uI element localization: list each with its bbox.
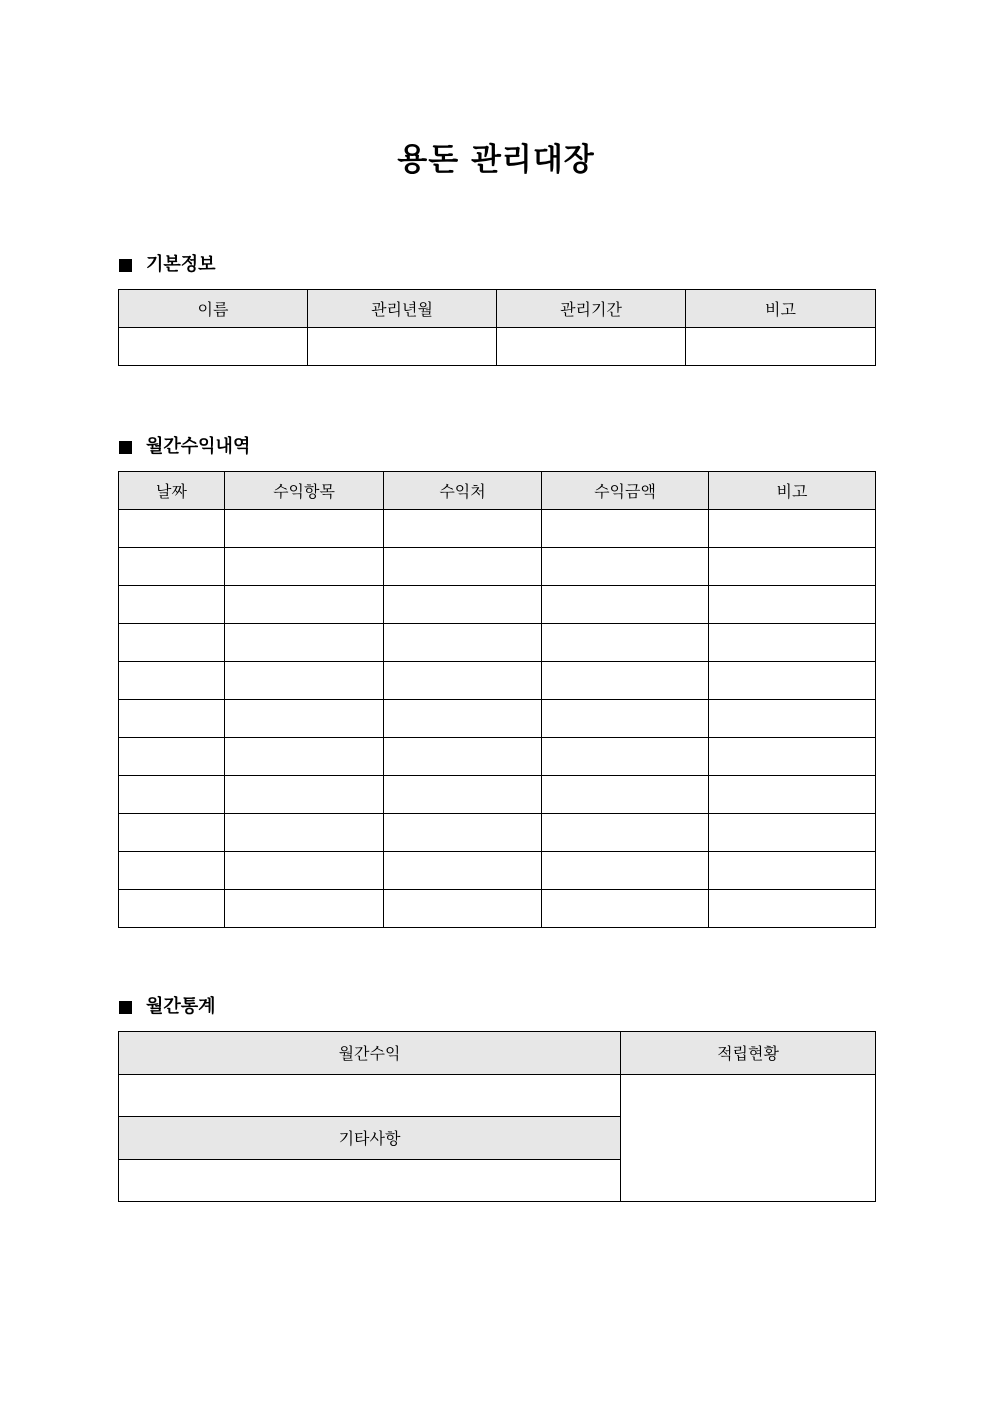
date-cell[interactable] [119,890,225,928]
income-source-cell[interactable] [384,890,542,928]
income-amount-cell[interactable] [542,814,709,852]
income-item-cell[interactable] [225,776,384,814]
income-item-cell[interactable] [225,548,384,586]
income-item-cell[interactable] [225,852,384,890]
table-row [119,586,876,624]
table-row [119,814,876,852]
table-row [119,776,876,814]
date-cell[interactable] [119,662,225,700]
income-item-cell[interactable] [225,814,384,852]
income-source-cell[interactable] [384,814,542,852]
income-source-cell[interactable] [384,852,542,890]
header-date: 날짜 [119,472,225,510]
basic-info-table [118,289,876,366]
note-cell[interactable] [709,890,876,928]
income-source-cell[interactable] [384,738,542,776]
header-note: 비고 [709,472,876,510]
header-income-item: 수익항목 [225,472,384,510]
note-cell[interactable] [709,852,876,890]
date-cell[interactable] [119,548,225,586]
date-cell[interactable] [119,852,225,890]
period-cell[interactable] [497,328,686,366]
income-amount-cell[interactable] [542,738,709,776]
header-name: 이름 [119,290,308,328]
income-amount-cell[interactable] [542,890,709,928]
note-cell[interactable] [709,738,876,776]
year-month-cell[interactable] [308,328,497,366]
date-cell[interactable] [119,700,225,738]
note-cell[interactable] [709,776,876,814]
table-row [119,738,876,776]
date-cell[interactable] [119,586,225,624]
income-item-cell[interactable] [225,586,384,624]
income-amount-cell[interactable] [542,776,709,814]
income-source-cell[interactable] [384,586,542,624]
name-cell[interactable] [119,328,308,366]
income-source-cell[interactable] [384,776,542,814]
income-item-cell[interactable] [225,738,384,776]
monthly-income-table [118,471,876,928]
monthly-income-cell[interactable] [119,1074,621,1117]
date-cell[interactable] [119,738,225,776]
table-row [119,1074,876,1117]
header-period: 관리기간 [497,290,686,328]
date-cell[interactable] [119,624,225,662]
income-source-cell[interactable] [384,548,542,586]
other-notes-cell[interactable] [119,1159,621,1202]
income-amount-cell[interactable] [542,700,709,738]
table-row [119,624,876,662]
income-item-cell[interactable] [225,662,384,700]
table-row [119,510,876,548]
document-title: 용돈 관리대장 [397,142,595,178]
basic-info-heading-text: 기본정보 [146,254,216,275]
note-cell[interactable] [709,700,876,738]
table-row [119,548,876,586]
monthly-income-heading [119,435,250,459]
note-cell[interactable] [709,586,876,624]
income-source-cell[interactable] [384,624,542,662]
income-item-cell[interactable] [225,510,384,548]
table-header-row [119,472,876,510]
header-year-month: 관리년월 [308,290,497,328]
square-bullet-icon [119,259,132,272]
income-source-cell[interactable] [384,510,542,548]
note-cell[interactable] [709,814,876,852]
income-amount-cell[interactable] [542,662,709,700]
header-income-source: 수익처 [384,472,542,510]
basic-info-heading [119,253,216,277]
header-note: 비고 [686,290,876,328]
note-cell[interactable] [709,662,876,700]
income-amount-cell[interactable] [542,624,709,662]
monthly-stats-heading [119,995,216,1019]
date-cell[interactable] [119,776,225,814]
income-amount-cell[interactable] [542,586,709,624]
square-bullet-icon [119,441,132,454]
income-item-cell[interactable] [225,890,384,928]
income-amount-cell[interactable] [542,510,709,548]
date-cell[interactable] [119,814,225,852]
income-source-cell[interactable] [384,662,542,700]
income-item-cell[interactable] [225,700,384,738]
table-row [119,328,876,366]
header-income-amount: 수익금액 [542,472,709,510]
table-row [119,852,876,890]
monthly-stats-heading-text: 월간통계 [146,996,216,1017]
table-row [119,890,876,928]
header-monthly-income: 월간수익 [119,1032,621,1075]
date-cell[interactable] [119,510,225,548]
monthly-income-heading-text: 월간수익내역 [146,436,251,457]
table-header-row [119,1032,876,1075]
note-cell[interactable] [709,548,876,586]
header-savings-status: 적립현황 [621,1032,876,1075]
table-row [119,700,876,738]
note-cell[interactable] [709,624,876,662]
note-cell[interactable] [686,328,876,366]
income-source-cell[interactable] [384,700,542,738]
income-item-cell[interactable] [225,624,384,662]
income-amount-cell[interactable] [542,852,709,890]
table-header-row [119,290,876,328]
table-row [119,662,876,700]
note-cell[interactable] [709,510,876,548]
monthly-stats-table [118,1031,876,1202]
other-notes-label: 기타사항 [119,1117,621,1160]
income-amount-cell[interactable] [542,548,709,586]
square-bullet-icon [119,1001,132,1014]
savings-status-cell[interactable] [621,1074,876,1202]
